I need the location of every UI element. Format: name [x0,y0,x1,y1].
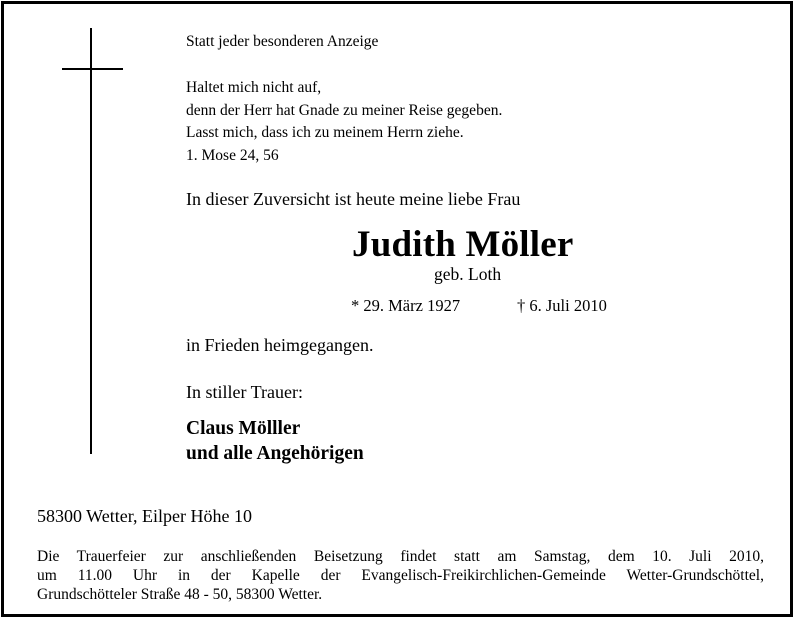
mourner-name: Claus Mölller [186,418,301,439]
birth-name: geb. Loth [434,264,502,284]
deceased-name: Judith Möller [352,224,574,265]
verse-reference: 1. Mose 24, 56 [186,146,279,164]
cross-horizontal-bar [62,68,123,70]
notice-line: Die Trauerfeier zur anschließenden Beisetzung findet statt am Samstag, dem 10. Juli 2010, [37,548,764,565]
verse-line: Haltet mich nicht auf, [186,79,322,96]
cross-vertical-bar [90,28,92,454]
birth-date: * 29. März 1927 [351,296,461,315]
mourning-heading: In stiller Trauer: [186,382,303,402]
announcement-line: In dieser Zuversicht ist heute meine liebe Frau [186,189,521,209]
verse-line: denn der Herr hat Gnade zu meiner Reise gegeben. [186,101,503,119]
mourners-block [186,416,364,466]
intro-line: Statt jeder besonderen Anzeige [186,33,379,50]
bible-verse [186,77,502,167]
funeral-notice [37,547,764,604]
address-line: 58300 Wetter, Eilper Höhe 10 [37,506,252,526]
death-date: † 6. Juli 2010 [517,296,607,315]
notice-line: Grundschötteler Straße 48 - 50, 58300 Wetter. [37,586,323,603]
passed-away-line: in Frieden heimgegangen. [186,335,374,355]
verse-line: Lasst mich, dass ich zu meinem Herrn ziehe. [186,124,464,141]
mourner-relatives: und alle Angehörigen [186,443,364,464]
notice-line: um 11.00 Uhr in der Kapelle der Evangelisch-Freikirchlichen-Gemeinde Wetter-Grundschöttel, [37,567,764,584]
obituary-frame [1,1,793,617]
